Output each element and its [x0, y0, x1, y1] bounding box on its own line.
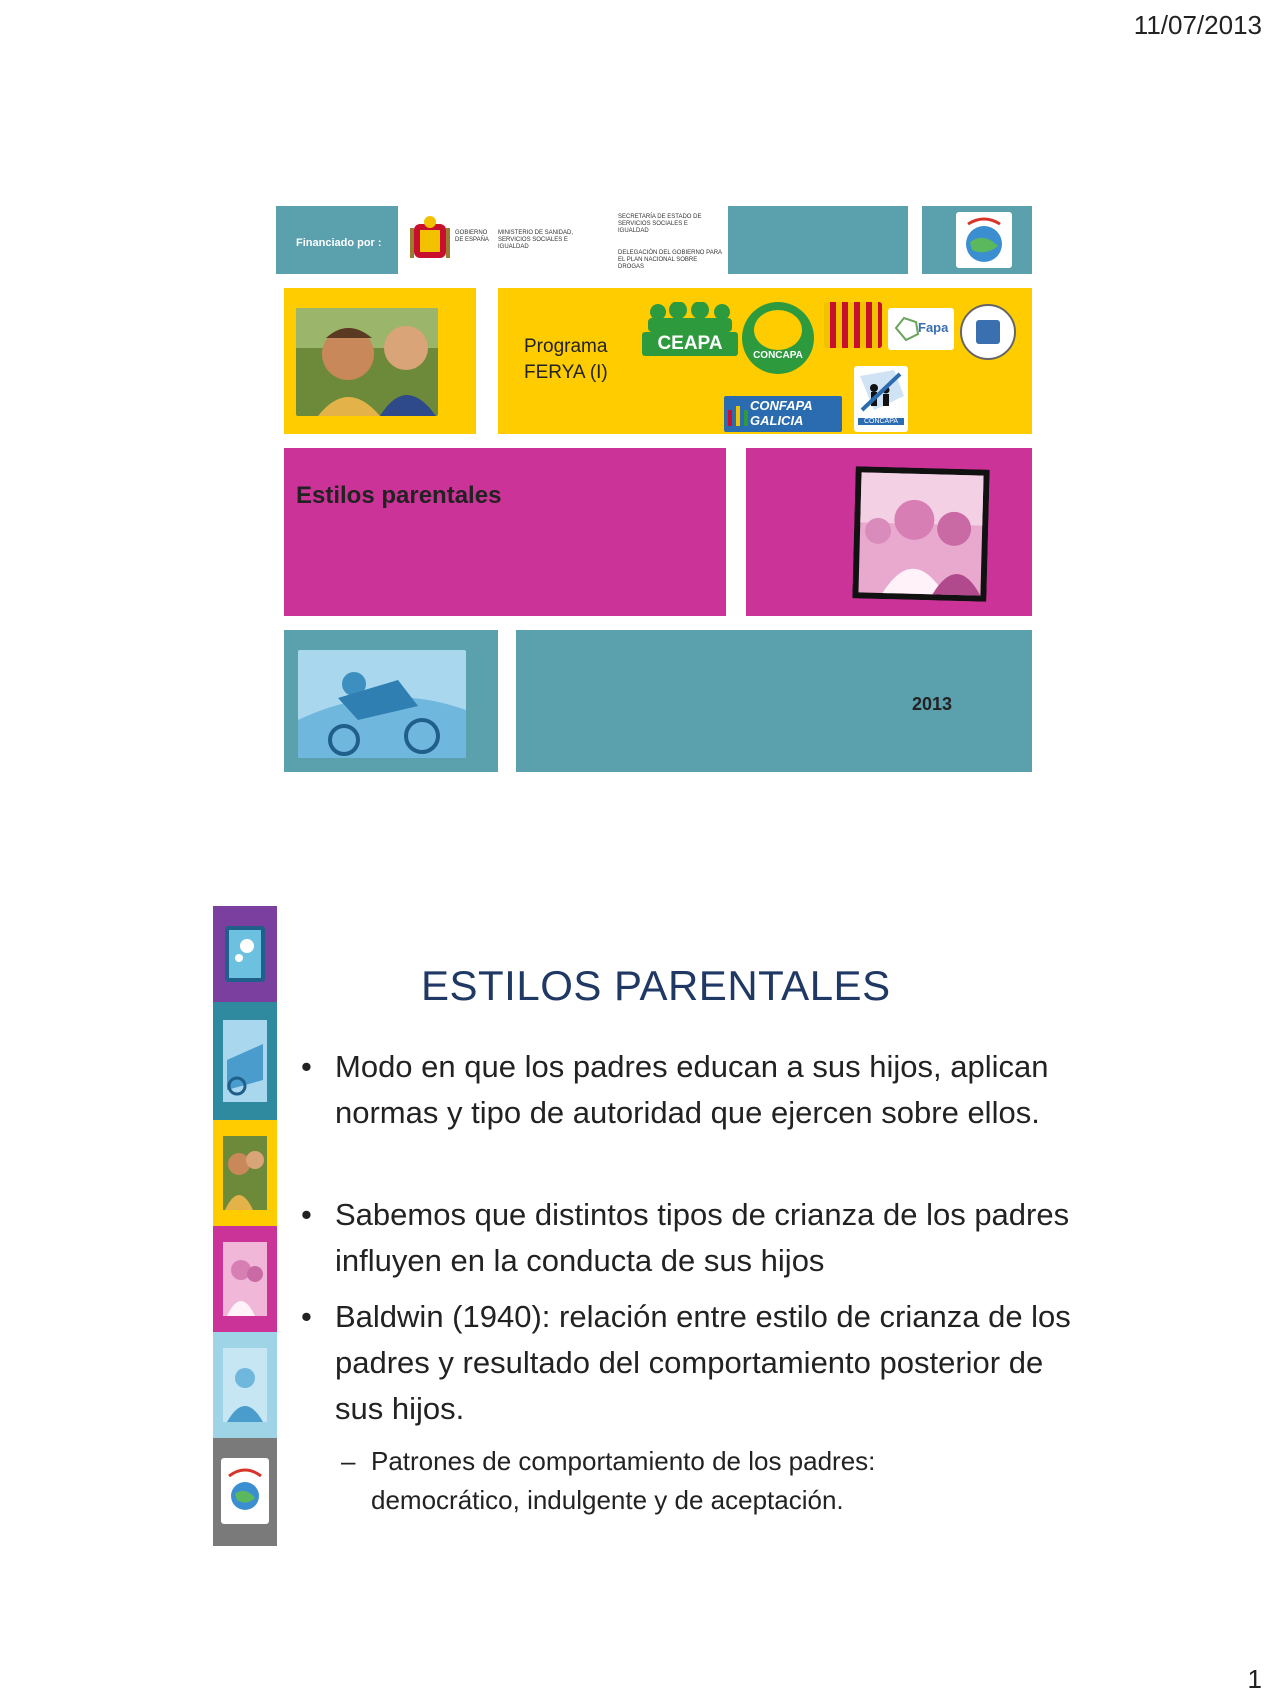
seal-inner	[976, 320, 1000, 344]
title-panel	[284, 448, 726, 616]
strip-tile-2	[213, 1002, 277, 1120]
bullet-2	[301, 1192, 1091, 1286]
cofapa-logo	[854, 366, 908, 432]
strip-family-icon	[223, 1242, 267, 1316]
program-line-1: Programa	[524, 336, 608, 357]
concapa-inner	[754, 310, 802, 350]
strip-logo-icon	[223, 924, 267, 984]
irefrea-globe-icon	[956, 212, 1012, 268]
sub-bullet	[341, 1442, 1041, 1522]
concapa-logo	[742, 302, 814, 374]
fapa-map-icon	[892, 314, 922, 344]
page-number: 1	[1247, 1664, 1262, 1694]
family-silhouette-icon	[854, 366, 908, 418]
bullet-3-marker: •	[301, 1299, 312, 1334]
sub-bullet-marker: –	[341, 1446, 356, 1476]
funded-by-label: Financiado por :	[296, 237, 382, 249]
slide-2	[213, 906, 1083, 1546]
strip-teens-icon	[223, 1136, 267, 1210]
banner-teal-block-right	[922, 206, 1032, 274]
gov-ministry-text: MINISTERIO DE SANIDAD, SERVICIOS SOCIALES E IGUALDAD	[498, 230, 574, 250]
concapa-text: CONCAPA	[753, 350, 803, 361]
program-line-2: FERYA (I)	[524, 362, 608, 383]
strip-blue-photo-icon	[223, 1348, 267, 1422]
teens-photo	[296, 308, 438, 416]
catalan-assoc-logo	[824, 302, 882, 348]
strip-cyclists-icon	[223, 1020, 267, 1102]
strip-tile-5	[213, 1332, 277, 1438]
bullet-3	[301, 1294, 1091, 1434]
ceapa-text: CEAPA	[642, 332, 738, 356]
ceapa-people-icon	[642, 302, 738, 332]
confapa-text: CONFAPA GALICIA	[750, 398, 813, 428]
government-logo	[398, 206, 728, 274]
bullet-1-marker: •	[301, 1049, 312, 1084]
cyclists-photo	[298, 650, 466, 758]
confapa-galicia-logo	[724, 396, 842, 432]
bullet-1	[301, 1044, 1091, 1184]
gov-delegation-text: DELEGACIÓN DEL GOBIERNO PARA EL PLAN NACIONAL SOBRE DROGAS	[618, 250, 722, 270]
ceapa-logo	[642, 302, 738, 360]
bullet-3-text: Baldwin (1940): relación entre estilo de crianza de los padres y resultado del comportamiento posterior de sus hijos.	[335, 1299, 1071, 1426]
strip-tile-4	[213, 1226, 277, 1332]
slide-1-year: 2013	[912, 694, 953, 714]
banner-teal-block	[728, 206, 908, 274]
family-photo	[852, 466, 989, 601]
bullet-2-text: Sabemos que distintos tipos de crianza de los padres influyen en la conducta de sus hijos	[335, 1197, 1070, 1278]
yellow-left-panel	[284, 288, 476, 434]
slide-1-title: Estilos parentales	[296, 482, 502, 509]
confapa-figures-icon	[726, 402, 750, 428]
slide-1	[276, 206, 1032, 772]
strip-tile-6	[213, 1438, 277, 1546]
page-date: 11/07/2013	[1133, 10, 1262, 40]
irefrea-logo	[956, 212, 1012, 268]
gov-spain-text: GOBIERNO DE ESPAÑA	[455, 230, 489, 243]
decorative-strip	[213, 906, 277, 1546]
spain-coat-of-arms-icon	[410, 214, 450, 264]
bullet-1-text: Modo en que los padres educan a sus hijos, aplican normas y tipo de autoridad que ejercen sobre ellos.	[335, 1049, 1049, 1130]
program-label	[524, 334, 608, 386]
fapa-logo	[888, 308, 954, 350]
bullet-2-marker: •	[301, 1197, 312, 1232]
seal-logo	[960, 304, 1016, 360]
sub-bullet-text: Patrones de comportamiento de los padres: democrático, indulgente y de aceptación.	[371, 1446, 876, 1515]
slide-2-title: ESTILOS PARENTALES	[421, 962, 891, 1009]
yellow-program-panel	[498, 288, 1032, 434]
funding-banner	[276, 206, 398, 274]
year-panel	[516, 630, 1032, 772]
gov-secretary-text: SECRETARÍA DE ESTADO DE SERVICIOS SOCIALES E IGUALDAD	[618, 214, 702, 234]
strip-tile-3	[213, 1120, 277, 1226]
strip-irefrea-icon	[221, 1458, 269, 1524]
strip-tile-1	[213, 906, 277, 1002]
magenta-photo-panel	[746, 448, 1032, 616]
teal-left-panel	[284, 630, 498, 772]
cofapa-text: CONCAPA	[858, 418, 904, 425]
fapa-text: Fapa	[918, 320, 949, 335]
